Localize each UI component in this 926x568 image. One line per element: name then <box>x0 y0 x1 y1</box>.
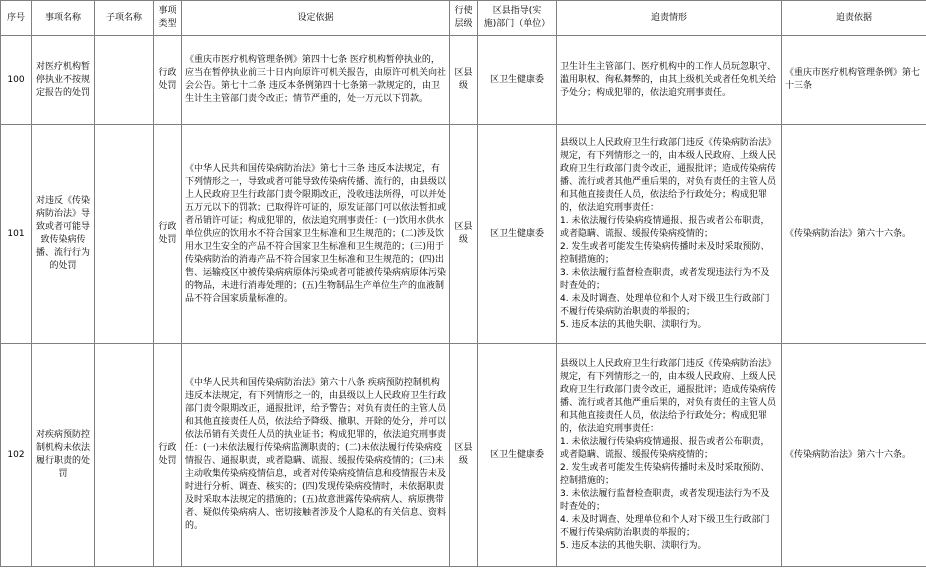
cell-item-name: 对疾病预防控制机构未依法履行职责的处罚 <box>32 344 95 567</box>
cell-item-type: 行政 处罚 <box>154 344 182 567</box>
header-accountability-basis: 追责依据 <box>782 1 926 36</box>
cell-department: 区卫生健康委 <box>478 344 557 567</box>
cell-no: 101 <box>1 125 32 344</box>
cell-sub-item-name <box>95 36 154 125</box>
cell-level: 区县级 <box>450 344 478 567</box>
cell-sub-item-name <box>95 125 154 344</box>
cell-basis: 《重庆市医疗机构管理条例》第四十七条 医疗机构暂停执业的，应当在暂停执业前三十日内向原许可机关报告，由原许可机关向社会公告。第七十二条 违反本条例第四十七条第一款规定的，由卫生计生主管部门责令改正；情节严重的，处一万元以下罚款。 <box>182 36 450 125</box>
header-accountability: 追责情形 <box>557 1 782 36</box>
cell-department: 区卫生健康委 <box>478 36 557 125</box>
header-basis: 设定依据 <box>182 1 450 36</box>
header-department: 区县指导(实 施)部门（单位） <box>478 1 557 36</box>
cell-item-name: 对违反《传染病防治法》导致或者可能导致传染病传播、流行行为的处罚 <box>32 125 95 344</box>
cell-level: 区县级 <box>450 125 478 344</box>
cell-accountability: 卫生计生主管部门、医疗机构中的工作人员玩忽职守、滥用职权、徇私舞弊的，由其上级机关或者任免机关给予处分；构成犯罪的，依法追究刑事责任。 <box>557 36 782 125</box>
header-item-type: 事项 类型 <box>154 1 182 36</box>
cell-level: 区县级 <box>450 36 478 125</box>
cell-no: 100 <box>1 36 32 125</box>
cell-basis: 《中华人民共和国传染病防治法》第七十三条 违反本法规定，有下列情形之一，导致或者可能导致传染病传播、流行的，由县级以上人民政府卫生行政部门责令限期改正，没收违法所得，可以并处五万元以下的罚款；已取得许可证的，原发证部门可以依法暂扣或者吊销许可证；构成犯罪的，依法追究刑事责任：(一)饮用水供水单位供应的饮用水不符合国家卫生标准和卫生规范的；(二)涉及饮用水卫生安全的产品不符合国家卫生标准和卫生规范的；(三)用于传染病防治的消毒产品不符合国家卫生标准和卫生规范的；(四)出售、运输疫区中被传染病病原体污染或者可能被传染病病原体污染的物品，未进行消毒处理的；(五)生物制品生产单位生产的血液制品不符合国家质量标准的。 <box>182 125 450 344</box>
cell-accountability: 县级以上人民政府卫生行政部门违反《传染病防治法》规定，有下列情形之一的，由本级人民政府、上级人民政府卫生行政部门责令改正，通报批评；造成传染病传播、流行或者其他严重后果的，对负有责任的主管人员和其他直接责任人员，依法给予行政处分；构成犯罪的，依法追究刑事责任： 1. 未依法履行传染病疫情通报、报告或者公布职责，或者隐瞒、谎报、缓报传染病疫情的； 2. 发生或者可能发生传染病传播时未及时采取预防、控制措施的； 3. 未依法履行监督检查职责，或者发现违法行为不及时查处的； 4. 未及时调查、处理单位和个人对下级卫生行政部门不履行传染病防治职责的举报的； 5. 违反本法的其他失职、渎职行为。 <box>557 125 782 344</box>
cell-accountability-basis: 《传染病防治法》第六十六条。 <box>782 344 926 567</box>
cell-item-name: 对医疗机构暂停执业不按规定报告的处罚 <box>32 36 95 125</box>
cell-item-type: 行政 处罚 <box>154 36 182 125</box>
cell-accountability: 县级以上人民政府卫生行政部门违反《传染病防治法》规定，有下列情形之一的，由本级人民政府、上级人民政府卫生行政部门责令改正，通报批评；造成传染病传播、流行或者其他严重后果的，对负有责任的主管人员和其他直接责任人员，依法给予行政处分；构成犯罪的，依法追究刑事责任： 1. 未依法履行传染病疫情通报、报告或者公布职责，或者隐瞒、谎报、缓报传染病疫情的； 2. 发生或者可能发生传染病传播时未及时采取预防、控制措施的； 3. 未依法履行监督检查职责，或者发现违法行为不及时查处的； 4. 未及时调查、处理单位和个人对下级卫生行政部门不履行传染病防治职责的举报的； 5. 违反本法的其他失职、渎职行为。 <box>557 344 782 567</box>
header-item-name: 事项名称 <box>32 1 95 36</box>
cell-accountability-basis: 《传染病防治法》第六十六条。 <box>782 125 926 344</box>
table-row <box>1 344 926 567</box>
table-row <box>1 36 926 125</box>
table-row <box>1 125 926 344</box>
cell-item-type: 行政 处罚 <box>154 125 182 344</box>
header-sub-item-name: 子项名称 <box>95 1 154 36</box>
table-header-row <box>1 1 926 36</box>
cell-department: 区卫生健康委 <box>478 125 557 344</box>
cell-no: 102 <box>1 344 32 567</box>
header-level: 行使 层级 <box>450 1 478 36</box>
header-no: 序号 <box>1 1 32 36</box>
cell-sub-item-name <box>95 344 154 567</box>
cell-accountability-basis: 《重庆市医疗机构管理条例》第七十三条 <box>782 36 926 125</box>
cell-basis: 《中华人民共和国传染病防治法》第六十八条 疾病预防控制机构违反本法规定，有下列情形之一的，由县级以上人民政府卫生行政部门责令限期改正，通报批评，给予警告；对负有责任的主管人员和其他直接责任人员，依法给予降级、撤职、开除的处分，并可以依法吊销有关责任人员的执业证书；构成犯罪的，依法追究刑事责任：(一)未依法履行传染病监测职责的；(二)未依法履行传染病疫情报告、通报职责，或者隐瞒、谎报、缓报传染病疫情的；(三)未主动收集传染病疫情信息，或者对传染病疫情信息和疫情报告未及时进行分析、调查、核实的；(四)发现传染病疫情时，未依据职责及时采取本法规定的措施的；(五)故意泄露传染病病人、病原携带者、疑似传染病病人、密切接触者涉及个人隐私的有关信息、资料的。 <box>182 344 450 567</box>
